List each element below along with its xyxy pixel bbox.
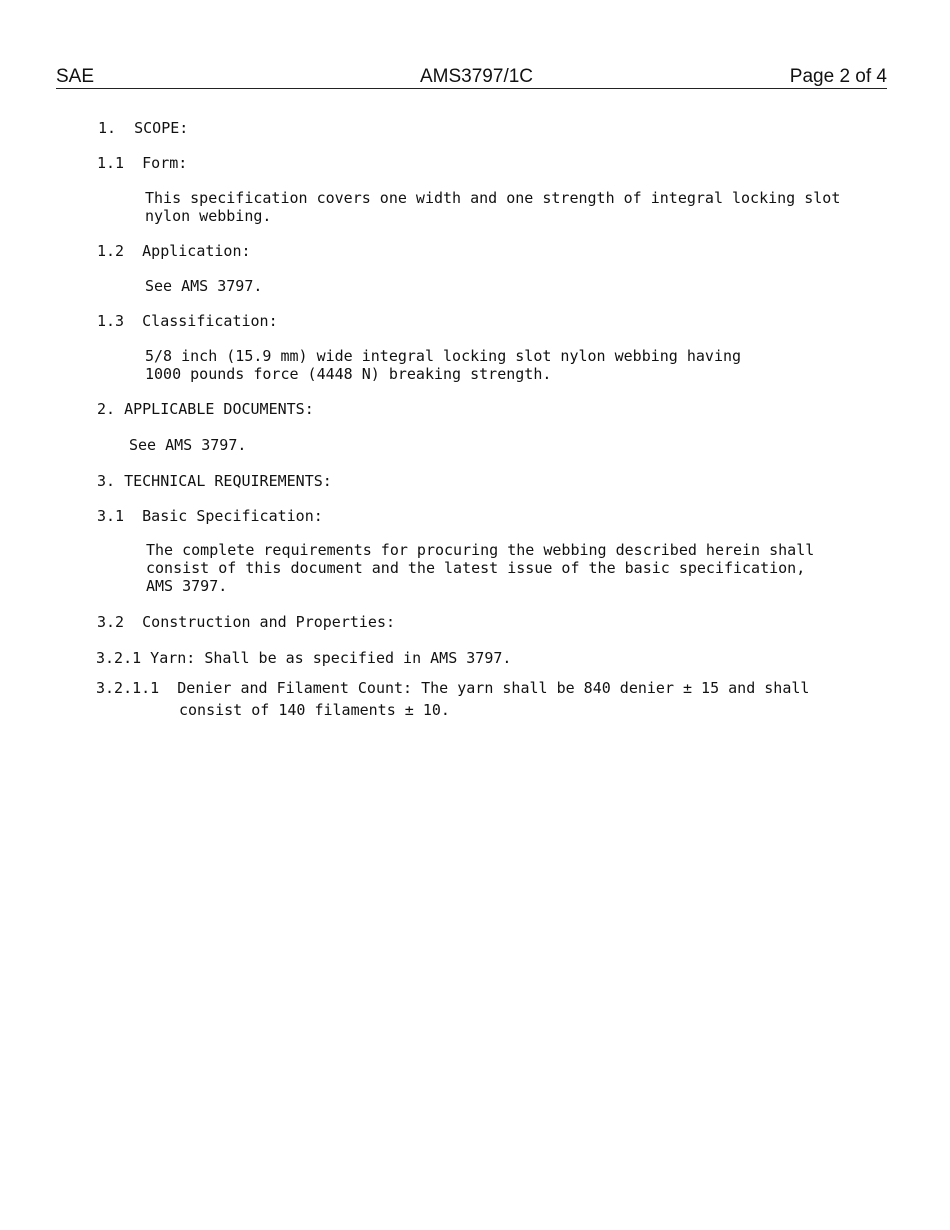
section-2-heading: 2. APPLICABLE DOCUMENTS: xyxy=(97,400,314,418)
section-1-heading: 1. SCOPE: xyxy=(98,119,189,137)
section-3-heading: 3. TECHNICAL REQUIREMENTS: xyxy=(97,472,332,490)
page-header xyxy=(56,66,887,89)
header-document-number: AMS3797/1C xyxy=(420,66,534,87)
section-1-2-heading: 1.2 Application: xyxy=(97,242,251,260)
section-1-2-body: See AMS 3797. xyxy=(145,277,263,295)
header-page-number: Page 2 of 4 xyxy=(789,66,887,87)
section-3-2-heading: 3.2 Construction and Properties: xyxy=(97,613,396,631)
section-1-1-heading: 1.1 Form: xyxy=(97,154,188,172)
section-2-body: See AMS 3797. xyxy=(129,436,247,454)
header-organization: SAE xyxy=(56,66,95,87)
section-3-2-1: 3.2.1 Yarn: Shall be as specified in AMS 3797. xyxy=(96,649,512,667)
section-3-1-heading: 3.1 Basic Specification: xyxy=(97,507,323,525)
section-3-1-body-line-1: The complete requirements for procuring the webbing described herein shall xyxy=(146,541,815,559)
section-3-1-body-line-2: consist of this document and the latest issue of the basic specification, xyxy=(146,559,806,577)
section-1-3-body-line-1: 5/8 inch (15.9 mm) wide integral locking slot nylon webbing having xyxy=(145,347,742,365)
section-3-2-1-1-line-1: 3.2.1.1 Denier and Filament Count: The yarn shall be 840 denier ± 15 and shall xyxy=(96,679,810,697)
section-1-3-heading: 1.3 Classification: xyxy=(97,312,278,330)
section-1-1-body-line-1: This specification covers one width and one strength of integral locking slot xyxy=(145,189,841,207)
section-3-2-1-1-line-2: consist of 140 filaments ± 10. xyxy=(179,701,450,719)
section-1-3-body-line-2: 1000 pounds force (4448 N) breaking strength. xyxy=(145,365,552,383)
section-3-1-body-line-3: AMS 3797. xyxy=(146,577,228,595)
section-1-1-body-line-2: nylon webbing. xyxy=(145,207,272,225)
